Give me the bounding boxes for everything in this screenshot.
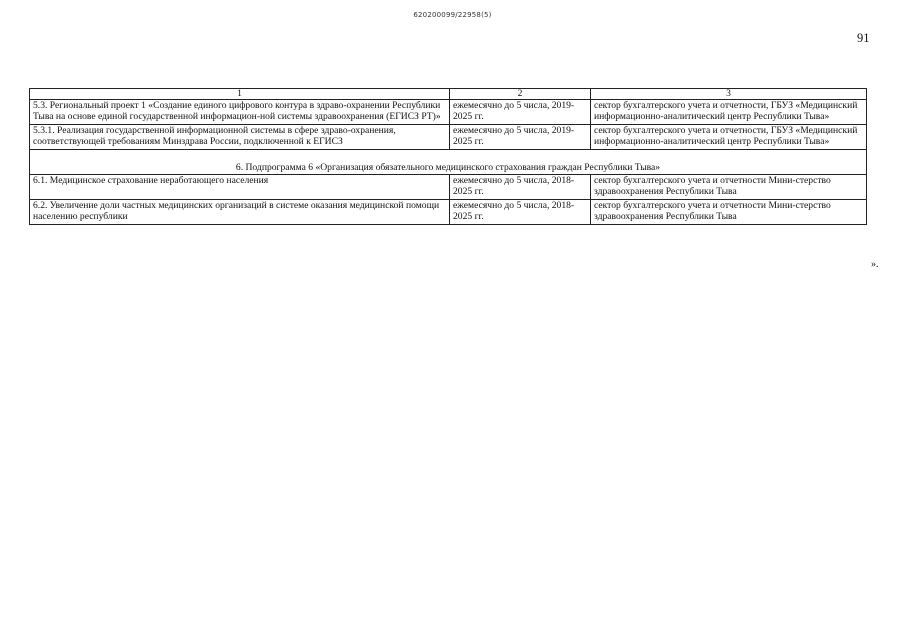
- responsible-cell: сектор бухгалтерского учета и отчетности, ГБУЗ «Медицинский информационно-аналитический центр Республики Тыва»: [591, 124, 867, 149]
- page-number: 91: [857, 31, 870, 45]
- plan-table: [29, 88, 867, 225]
- table-row: [30, 175, 867, 200]
- column-header: 3: [591, 89, 867, 100]
- activity-cell: 5.3.1. Реализация государственной информационной системы в сфере здраво-охранения, соответствующей требованиям Минздрава России, подключенной к ЕГИСЗ: [30, 124, 450, 149]
- deadline-cell: ежемесячно до 5 числа, 2019-2025 гг.: [450, 100, 591, 125]
- deadline-cell: ежемесячно до 5 числа, 2018-2025 гг.: [450, 199, 591, 224]
- table-header-row: [30, 89, 867, 100]
- activity-cell: 5.3. Региональный проект 1 «Создание единого цифрового контура в здраво-охранении Республики Тыва на основе единой государственной информацион-ной системы здравоохранения (ЕГИСЗ РТ)»: [30, 100, 450, 125]
- deadline-cell: ежемесячно до 5 числа, 2018-2025 гг.: [450, 175, 591, 200]
- deadline-cell: ежемесячно до 5 числа, 2019-2025 гг.: [450, 124, 591, 149]
- column-header: 1: [30, 89, 450, 100]
- responsible-cell: сектор бухгалтерского учета и отчетности Мини-стерство здравоохранения Республики Тыва: [591, 175, 867, 200]
- activity-cell: 6.2. Увеличение доли частных медицинских организаций в системе оказания медицинской помощи населению республики: [30, 199, 450, 224]
- table-row: [30, 199, 867, 224]
- table-row: [30, 124, 867, 149]
- column-header: 2: [450, 89, 591, 100]
- document-id: 620200099/22958(5): [413, 11, 492, 19]
- closing-quote-mark: ».: [871, 259, 879, 270]
- responsible-cell: сектор бухгалтерского учета и отчетности Мини-стерство здравоохранения Республики Тыва: [591, 199, 867, 224]
- activity-cell: 6.1. Медицинское страхование неработающего населения: [30, 175, 450, 200]
- section-title: 6. Подпрограмма 6 «Организация обязательного медицинского страхования граждан Республики Тыва»: [30, 149, 867, 174]
- section-row: [30, 149, 867, 174]
- table-row: [30, 100, 867, 125]
- responsible-cell: сектор бухгалтерского учета и отчетности, ГБУЗ «Медицинский информационно-аналитический центр Республики Тыва»: [591, 100, 867, 125]
